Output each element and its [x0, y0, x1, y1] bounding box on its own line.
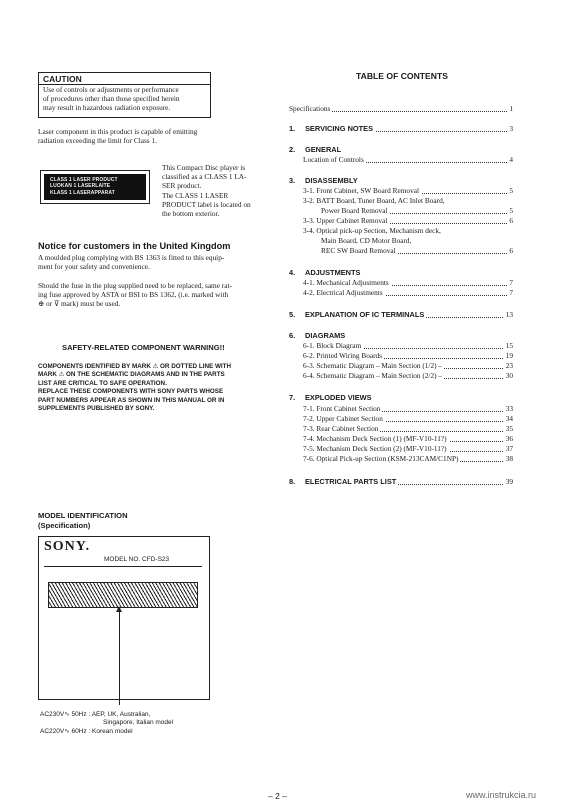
toc-page-number: 13: [505, 310, 513, 319]
toc-item-label: 7-5. Mechanism Deck Section (2) (MF-V10-11?): [289, 444, 449, 453]
safety-line: LIST ARE CRITICAL TO SAFE OPERATION.: [38, 379, 167, 387]
section-label: EXPLANATION OF IC TERMINALS: [305, 310, 425, 319]
toc-item-label: Location of Controls: [289, 155, 366, 164]
laser-text-line: radiation exceeding the limit for Class 1.: [38, 136, 157, 146]
hatched-spec-area: [48, 582, 198, 608]
toc-page-number: 35: [505, 424, 513, 433]
safety-line: COMPONENTS IDENTIFIED BY MARK ⚠ OR DOTTED LINE WITH: [38, 363, 232, 370]
safety-line: PART NUMBERS APPEAR AS SHOWN IN THIS MANUAL OR IN: [38, 396, 225, 404]
toc-page-number: 37: [505, 444, 513, 453]
laser-class-label: [40, 170, 150, 204]
toc-title: TABLE OF CONTENTS: [356, 71, 448, 81]
toc-section-5: [289, 310, 513, 320]
toc-item: [289, 444, 513, 454]
toc-page-number: 19: [505, 351, 513, 360]
section-number: 8.: [289, 477, 296, 486]
toc-section-4: [289, 268, 360, 277]
toc-item: [289, 371, 513, 381]
page-number: – 2 –: [268, 791, 287, 801]
section-number: 4.: [289, 268, 296, 277]
toc-item: [289, 414, 513, 424]
laser-text-line: Laser component in this product is capable of emitting: [38, 127, 198, 136]
toc-section-3: [289, 176, 358, 185]
toc-page-number: 38: [505, 454, 513, 463]
toc-page-number: 7: [509, 278, 513, 287]
caution-line: may result in hazardous radiation exposure.: [43, 102, 171, 112]
label-desc-line: The CLASS 1 LASER: [162, 190, 229, 200]
model-id-subtitle: (Specification): [38, 520, 91, 530]
toc-item-label: 3-1. Front Cabinet, SW Board Removal: [289, 186, 421, 195]
toc-item: [289, 288, 513, 298]
toc-page-number: 33: [505, 404, 513, 413]
watermark: www.instrukcia.ru: [466, 790, 537, 800]
caution-title: CAUTION: [39, 74, 210, 85]
toc-item: [289, 434, 513, 444]
section-number: 1.: [289, 124, 296, 133]
toc-page-number: 15: [505, 341, 513, 350]
toc-entry-label: Specifications: [289, 104, 331, 113]
toc-page-number: 7: [509, 288, 513, 297]
section-label: ADJUSTMENTS: [305, 268, 361, 277]
toc-item-label: 3-3. Upper Cabinet Removal: [289, 216, 389, 225]
toc-page-number: 6: [509, 216, 513, 225]
section-label: SERVICING NOTES: [305, 124, 374, 133]
section-number: 2.: [289, 145, 296, 154]
toc-item-label: Main Board, CD Motor Board,: [321, 236, 412, 245]
toc-item-label: 7-1. Front Cabinet Section: [289, 404, 382, 413]
toc-page-number: 5: [509, 206, 513, 215]
toc-item-label: 6-4. Schematic Diagram – Main Section (2/2) –: [289, 371, 444, 380]
toc-item-label: 4-1. Mechanical Adjustments: [289, 278, 391, 287]
toc-item-label: 6-2. Printed Wiring Boards: [289, 351, 384, 360]
toc-item-label: 3-4. Optical pick-up Section, Mechanism deck,: [303, 226, 441, 235]
toc-page-number: 6: [509, 246, 513, 255]
toc-section-7: [289, 393, 372, 402]
safety-line: SUPPLEMENTS PUBLISHED BY SONY.: [38, 405, 155, 413]
toc-item: [289, 404, 513, 414]
toc-item-label: 6-3. Schematic Diagram – Main Section (1/2) –: [289, 361, 444, 370]
toc-item-label: 4-2. Electrical Adjustments: [289, 288, 385, 297]
safety-line: MARK ⚠ ON THE SCHEMATIC DIAGRAMS AND IN THE PARTS: [38, 371, 225, 379]
toc-page-number: 34: [505, 414, 513, 423]
label-desc-line: SER product.: [162, 181, 202, 191]
section-number: 5.: [289, 310, 296, 319]
toc-section-1: [289, 124, 513, 134]
label-line: CLASS 1 LASER PRODUCT: [50, 177, 118, 183]
spec-note: Singapore, Italian model: [103, 719, 174, 726]
label-desc-line: This Compact Disc player is: [162, 163, 246, 172]
caution-box: [38, 72, 211, 118]
toc-item: [289, 361, 513, 371]
toc-page-number: 4: [509, 155, 513, 164]
toc-section-6: [289, 331, 345, 340]
section-number: 7.: [289, 393, 296, 402]
toc-page-number: 3: [509, 124, 513, 133]
toc-entry-specifications: [289, 104, 513, 114]
toc-item: [289, 424, 513, 434]
toc-page-number: 5: [509, 186, 513, 195]
safety-line: REPLACE THESE COMPONENTS WITH SONY PARTS WHOSE: [38, 388, 224, 396]
toc-page-number: 36: [505, 434, 513, 443]
section-label: GENERAL: [305, 145, 342, 154]
uk-notice-title: Notice for customers in the United Kingdom: [38, 241, 231, 251]
spec-note: AC230V∿ 50Hz : AEP, UK, Australian,: [40, 711, 151, 718]
uk-notice-para1: [38, 253, 224, 271]
spec-note: AC220V∿ 60Hz : Korean model: [40, 728, 133, 735]
toc-section-2: [289, 145, 341, 154]
sony-logo: SONY.: [44, 539, 91, 554]
toc-item-label: 7-4. Mechanism Deck Section (1) (MF-V10-11?): [289, 434, 449, 443]
toc-item: [289, 206, 513, 216]
toc-page-number: 39: [505, 477, 513, 486]
section-label: DIAGRAMS: [305, 331, 346, 340]
caution-line: Use of controls or adjustments or performance: [43, 85, 179, 94]
model-id-title: [38, 511, 128, 530]
uk-notice-para2: [38, 281, 232, 309]
uk-notice-line: A moulded plug complying with BS 1363 is fitted to this equip-: [38, 253, 225, 262]
model-number: MODEL NO. CFD-S23: [104, 556, 170, 563]
toc-item: [289, 278, 513, 288]
section-number: 6.: [289, 331, 296, 340]
toc-page-number: 23: [505, 361, 513, 370]
toc-item: [289, 155, 513, 165]
laser-text: [38, 127, 197, 145]
toc-item-label: 7-6. Optical Pick-up Section (KSM-213CAM/C1NP): [289, 454, 460, 463]
toc-item-label: 7-3. Rear Cabinet Section: [289, 424, 380, 433]
section-label: EXPLODED VIEWS: [305, 393, 372, 402]
label-line: LUOKAN 1 LASERLAITE: [50, 183, 111, 190]
uk-notice-line: ⊕ or ⊽ mark) must be used.: [38, 299, 121, 309]
uk-notice-line: ment for your safety and convenience.: [38, 262, 150, 272]
caution-line: of procedures other than those specified herein: [43, 93, 180, 103]
label-line: KLASS 1 LASERAPPARAT: [50, 189, 115, 196]
safety-text: [38, 363, 231, 413]
label-desc-line: the bottom exterior.: [162, 209, 220, 219]
plate-divider: [44, 566, 202, 567]
toc-page-number: 1: [509, 104, 513, 113]
toc-section-8: [289, 477, 513, 487]
toc-item: [289, 351, 513, 361]
label-desc-line: classified as a CLASS 1 LA-: [162, 172, 247, 182]
safety-title: SAFETY-RELATED COMPONENT WARNING!!: [62, 343, 225, 352]
uk-notice-line: Should the fuse in the plug supplied need to be replaced, same rat-: [38, 281, 232, 290]
toc-item-label: REC SW Board Removal: [289, 246, 398, 255]
toc-item-label: 6-1. Block Diagram: [289, 341, 363, 350]
toc-item: [289, 216, 513, 226]
toc-item: [289, 246, 513, 256]
pointer-line: [119, 607, 120, 705]
toc-item-label: Power Board Removal: [289, 206, 389, 215]
label-description: [162, 163, 251, 218]
toc-page-number: 30: [505, 371, 513, 380]
section-label: ELECTRICAL PARTS LIST: [305, 477, 397, 486]
toc-item-label: 3-2. BATT Board, Tuner Board, AC Inlet Board,: [303, 196, 445, 205]
model-id-title-line: MODEL IDENTIFICATION: [38, 511, 128, 520]
section-number: 3.: [289, 176, 296, 185]
section-label: DISASSEMBLY: [305, 176, 358, 185]
toc-item-label: 7-2. Upper Cabinet Section: [289, 414, 385, 423]
toc-item: [289, 454, 513, 464]
toc-item: [289, 186, 513, 196]
uk-notice-line: ing fuse approved by ASTA or BSI to BS 1362, (i.e. marked with: [38, 290, 229, 300]
toc-item: [289, 341, 513, 351]
label-desc-line: PRODUCT label is located on: [162, 199, 251, 209]
